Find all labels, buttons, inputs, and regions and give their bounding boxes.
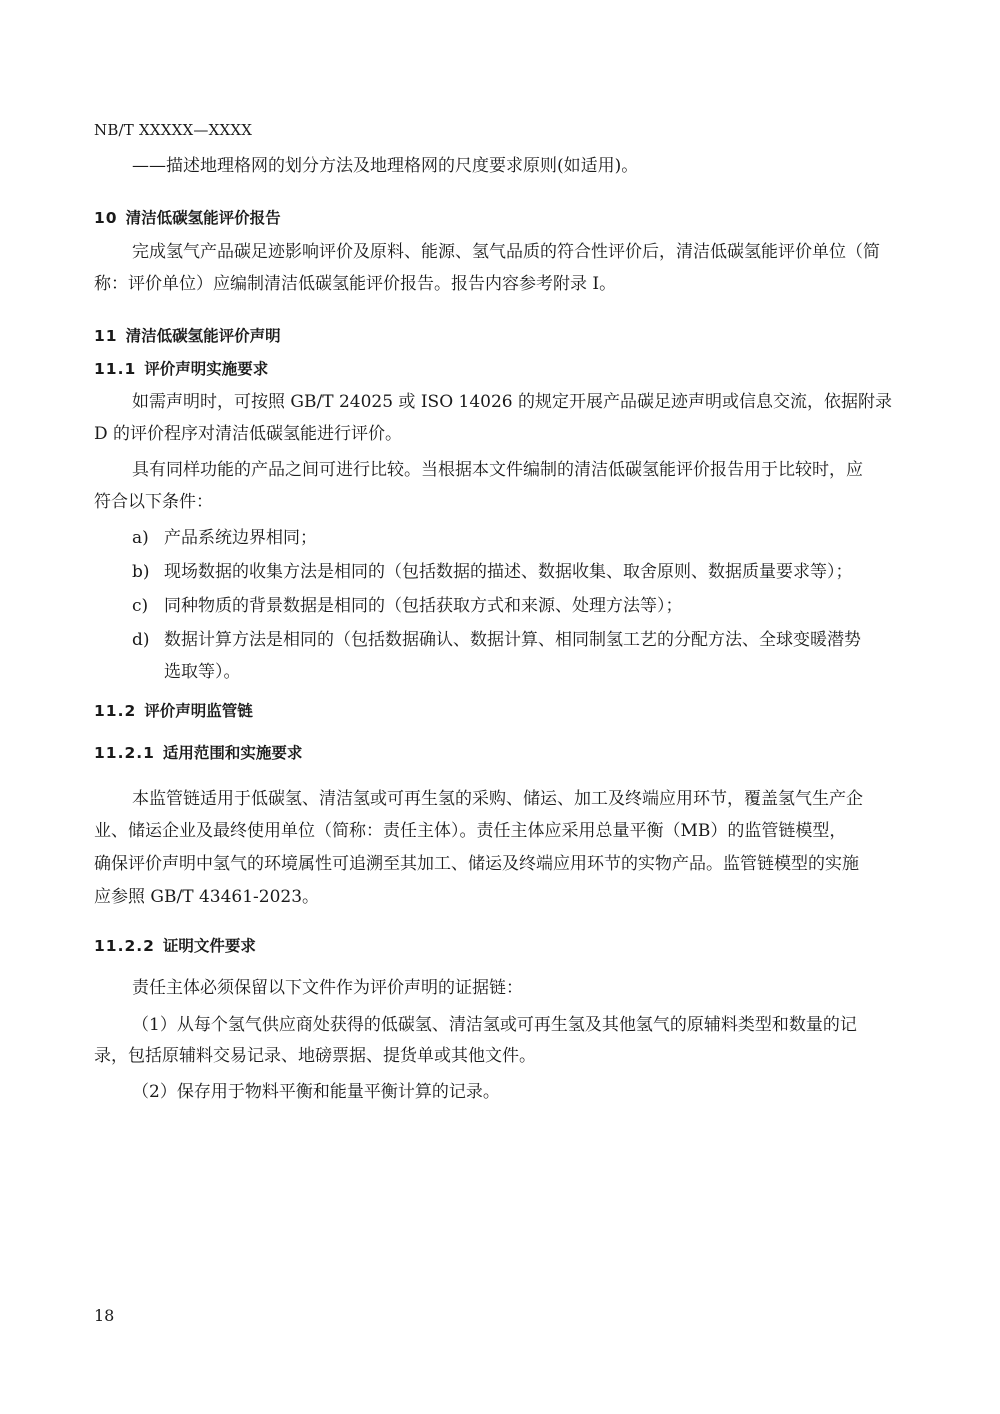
- list-item: [132, 527, 317, 549]
- list-item-text: 产品系统边界相同；: [164, 528, 317, 548]
- list-item: [132, 561, 853, 583]
- list-marker: d): [132, 630, 150, 650]
- paragraph-line: 录，包括原辅料交易记录、地磅票据、提货单或其他文件。: [94, 1046, 536, 1066]
- paragraph-line: 业、储运企业及最终使用单位（简称：责任主体）。责任主体应采用总量平衡（MB）的监管链模型，: [94, 821, 847, 841]
- list-item-text: 数据计算方法是相同的（包括数据确认、数据计算、相同制氢工艺的分配方法、全球变暖潜势: [164, 630, 861, 650]
- list-marker: c): [132, 596, 149, 616]
- list-item: [132, 629, 861, 651]
- paragraph-line: 符合以下条件：: [94, 492, 213, 512]
- section-11-2-2-heading: [94, 934, 256, 956]
- section-11-2-heading: [94, 699, 253, 721]
- paragraph-line: 应参照 GB/T 43461-2023。: [94, 887, 320, 907]
- section-title: 清洁低碳氢能评价报告: [125, 209, 281, 227]
- section-10-heading: [94, 206, 281, 228]
- section-number: 10: [94, 209, 118, 227]
- intro-line: ——描述地理格网的划分方法及地理格网的尺度要求原则(如适用)。: [132, 156, 639, 176]
- list-item-text: 同种物质的背景数据是相同的（包括获取方式和来源、处理方法等）；: [164, 596, 683, 616]
- section-number: 11.2: [94, 702, 137, 720]
- section-11-heading: [94, 324, 281, 346]
- paragraph-line: （2）保存用于物料平衡和能量平衡计算的记录。: [132, 1082, 500, 1102]
- paragraph-line: 称：评价单位）应编制清洁低碳氢能评价报告。报告内容参考附录 I。: [94, 274, 617, 294]
- list-marker: b): [132, 562, 150, 582]
- paragraph-line: 责任主体必须保留以下文件作为评价声明的证据链：: [132, 978, 523, 998]
- list-marker: a): [132, 528, 149, 548]
- section-title: 评价声明实施要求: [144, 360, 269, 378]
- list-item: [132, 595, 683, 617]
- section-number: 11.2.2: [94, 937, 155, 955]
- section-11-2-1-heading: [94, 741, 302, 763]
- paragraph-line: 如需声明时，可按照 GB/T 24025 或 ISO 14026 的规定开展产品碳足迹声明或信息交流，依据附录: [132, 392, 893, 412]
- paragraph-line: 确保评价声明中氢气的环境属性可追溯至其加工、储运及终端应用环节的实物产品。监管链模型的实施: [94, 854, 859, 874]
- section-11-1-heading: [94, 357, 268, 379]
- section-number: 11.1: [94, 360, 137, 378]
- paragraph-line: （1）从每个氢气供应商处获得的低碳氢、清洁氢或可再生氢及其他氢气的原辅料类型和数量的记: [132, 1015, 857, 1035]
- list-item-continuation: 选取等）。: [164, 662, 241, 682]
- section-title: 清洁低碳氢能评价声明: [125, 327, 281, 345]
- paragraph-line: 完成氢气产品碳足迹影响评价及原料、能源、氢气品质的符合性评价后，清洁低碳氢能评价单位（简: [132, 242, 880, 262]
- document-header: NB/T XXXXX—XXXX: [94, 121, 253, 139]
- section-number: 11: [94, 327, 118, 345]
- paragraph-line: 本监管链适用于低碳氢、清洁氢或可再生氢的采购、储运、加工及终端应用环节，覆盖氢气生产企: [132, 789, 863, 809]
- list-item-text: 现场数据的收集方法是相同的（包括数据的描述、数据收集、取舍原则、数据质量要求等）；: [164, 562, 853, 582]
- paragraph-line: D 的评价程序对清洁低碳氢能进行评价。: [94, 424, 403, 444]
- section-number: 11.2.1: [94, 744, 155, 762]
- paragraph-line: 具有同样功能的产品之间可进行比较。当根据本文件编制的清洁低碳氢能评价报告用于比较时，应: [132, 460, 863, 480]
- page-number: 18: [94, 1306, 115, 1325]
- section-title: 证明文件要求: [162, 937, 256, 955]
- section-title: 适用范围和实施要求: [162, 744, 303, 762]
- section-title: 评价声明监管链: [144, 702, 253, 720]
